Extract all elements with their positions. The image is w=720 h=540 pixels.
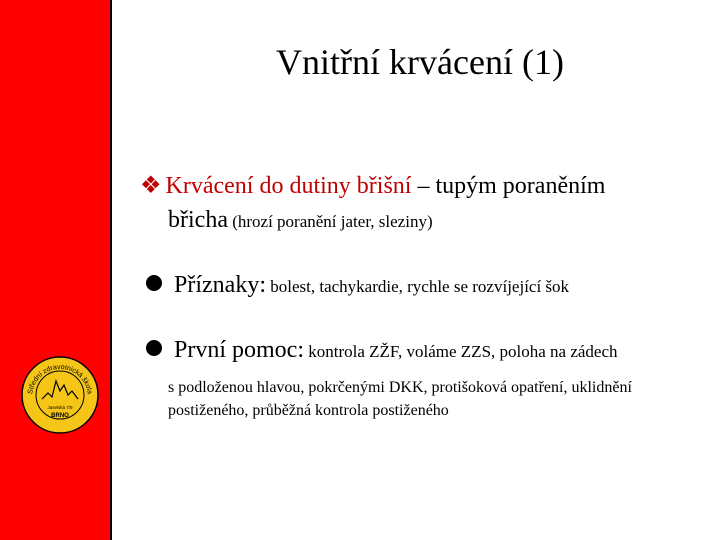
bullet1-line2-small: (hrozí poranění jater, sleziny) bbox=[227, 212, 433, 231]
bullet-item-bleeding bbox=[140, 168, 710, 238]
first-aid-continuation: s podloženou hlavou, pokrčenými DKK, protišoková opatření, uklidnění postiženého, průběžná kontrola postiženého bbox=[168, 379, 632, 419]
bullet-item-symptoms bbox=[146, 272, 716, 299]
round-bullet-icon bbox=[146, 340, 162, 356]
symptoms-label: Příznaky: bbox=[174, 272, 266, 298]
bullet-item-first-aid bbox=[146, 337, 716, 364]
first-aid-label: První pomoc: bbox=[174, 337, 304, 363]
bullet1-line2-main: břicha bbox=[168, 207, 228, 233]
first-aid-text: kontrola ZŽF, voláme ZZS, poloha na zádech bbox=[304, 342, 618, 361]
sidebar-bar bbox=[0, 0, 112, 540]
round-bullet-icon bbox=[146, 275, 162, 291]
bullet1-colored-text: Krvácení do dutiny břišní bbox=[165, 173, 412, 199]
symptoms-text: bolest, tachykardie, rychle se rozvíjející šok bbox=[265, 277, 570, 296]
slide-title: Vnitřní krvácení (1) bbox=[276, 42, 564, 82]
bullet1-rest-text: – tupým poraněním bbox=[411, 173, 606, 199]
seal-text-center: Jaselská 7/9 bbox=[47, 405, 73, 410]
school-seal-icon bbox=[20, 355, 100, 435]
diamond-bullet-icon: ❖ bbox=[140, 173, 162, 199]
seal-text-top: Střední zdravotnická škola bbox=[27, 363, 93, 395]
seal-text-bottom: BRNO bbox=[51, 413, 69, 419]
